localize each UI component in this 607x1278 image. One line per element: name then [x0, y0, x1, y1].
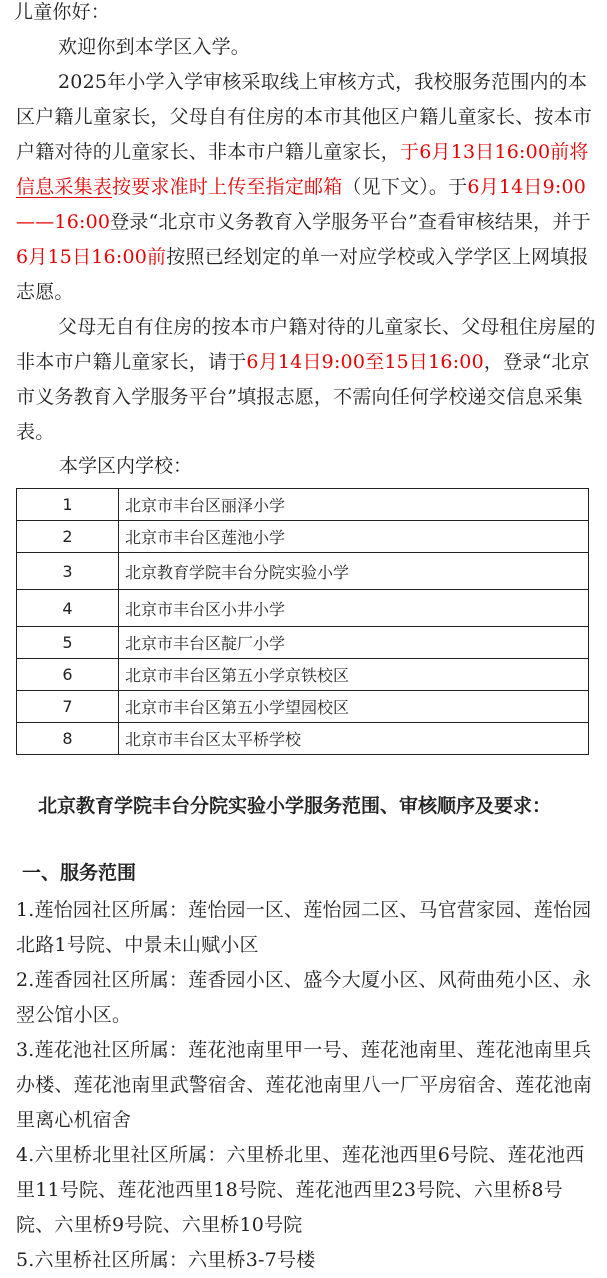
school-number: 3: [17, 553, 119, 590]
para1-fill-deadline: 6月15日16:00前: [16, 246, 167, 268]
para2-time-window: 6月14日9:00至15日16:00: [246, 351, 484, 373]
para2-text-a: 父母无自有住房的按本市户籍对待的儿童家长、父母租住房屋的非本市户籍儿童家长，请于: [16, 316, 596, 373]
service-range-list: [16, 893, 596, 1278]
welcome-line: 欢迎你到本学区入学。: [58, 36, 251, 58]
notice-body: [16, 30, 596, 450]
school-number: 8: [17, 723, 119, 755]
table-row: [17, 691, 589, 723]
table-row: [17, 659, 589, 691]
table-row: [17, 627, 589, 659]
school-number: 7: [17, 691, 119, 723]
para1-deadline: 于6月13日16:00前将: [400, 141, 589, 163]
school-name: 北京市丰台区太平桥学校: [119, 723, 589, 755]
info-form-link[interactable]: 信息采集表: [16, 176, 113, 198]
schools-label: 本学区内学校：: [59, 455, 193, 477]
list-item: 4.六里桥北里社区所属：六里桥北里、莲花池西里6号院、莲花池西里11号院、莲花池西里18号院、莲花池西里23号院、六里桥8号院、六里桥9号院、六里桥10号院: [16, 1144, 585, 1236]
table-row: [17, 489, 589, 521]
para1-result-time: 6月14日9:00——16:00: [16, 176, 587, 233]
list-item: 2.莲香园社区所属：莲香园小区、盛今大厦小区、风荷曲苑小区、永翌公馆小区。: [16, 969, 592, 1026]
school-name: 北京市丰台区第五小学望园校区: [119, 691, 589, 723]
list-item: 5.六里桥社区所属：六里桥3-7号楼: [16, 1249, 316, 1271]
section-title: 北京教育学院丰台分院实验小学服务范围、审核顺序及要求：: [38, 795, 552, 817]
school-number: 1: [17, 489, 119, 521]
school-number: 6: [17, 659, 119, 691]
table-row: [17, 590, 589, 627]
service-range-heading: 一、服务范围: [22, 862, 137, 884]
para1-text-e: （见下文）。于: [342, 176, 468, 198]
table-row: [17, 553, 589, 590]
paragraph-online-review: [16, 65, 596, 310]
schools-table: [16, 488, 589, 755]
school-number: 2: [17, 521, 119, 553]
school-number: 4: [17, 590, 119, 627]
para1-text-a: 2025年小学入学审核采取线上审核方式，我校服务范围内的本区户籍儿童家长，父母自有住房的本市其他区户籍儿童家长、按本市户籍对待的儿童家长、非本市户籍儿童家长，: [16, 71, 593, 163]
list-item: 1.莲怡园社区所属：莲怡园一区、莲怡园二区、马官营家园、莲怡园北路1号院、中景未山赋小区: [16, 899, 592, 956]
school-name: 北京市丰台区小井小学: [119, 590, 589, 627]
table-row: [17, 521, 589, 553]
school-name: 北京市丰台区莲池小学: [119, 521, 589, 553]
school-number: 5: [17, 627, 119, 659]
para1-upload-instruction: 按要求准时上传至指定邮箱: [112, 176, 343, 198]
paragraph-renters: [16, 310, 596, 450]
school-name: 北京市丰台区丽泽小学: [119, 489, 589, 521]
greeting: 儿童你好：: [14, 1, 111, 23]
list-item: 3.莲花池社区所属：莲花池南里甲一号、莲花池南里、莲花池南里兵办楼、莲花池南里武警宿舍、莲花池南里八一厂平房宿舍、莲花池南里离心机宿舍: [16, 1039, 593, 1131]
para2-text-c: ，登录“北京市义务教育入学服务平台”填报志愿，不需向任何学校递交信息采集表。: [16, 351, 590, 443]
school-name: 北京市丰台区第五小学京铁校区: [119, 659, 589, 691]
para1-text-i: 按照已经划定的单一对应学校或入学学区上网填报志愿。: [16, 246, 589, 303]
para1-text-g: 登录“北京市义务教育入学服务平台”查看审核结果，并于: [110, 211, 591, 233]
school-name: 北京教育学院丰台分院实验小学: [119, 553, 589, 590]
school-name: 北京市丰台区靛厂小学: [119, 627, 589, 659]
table-row: [17, 723, 589, 755]
